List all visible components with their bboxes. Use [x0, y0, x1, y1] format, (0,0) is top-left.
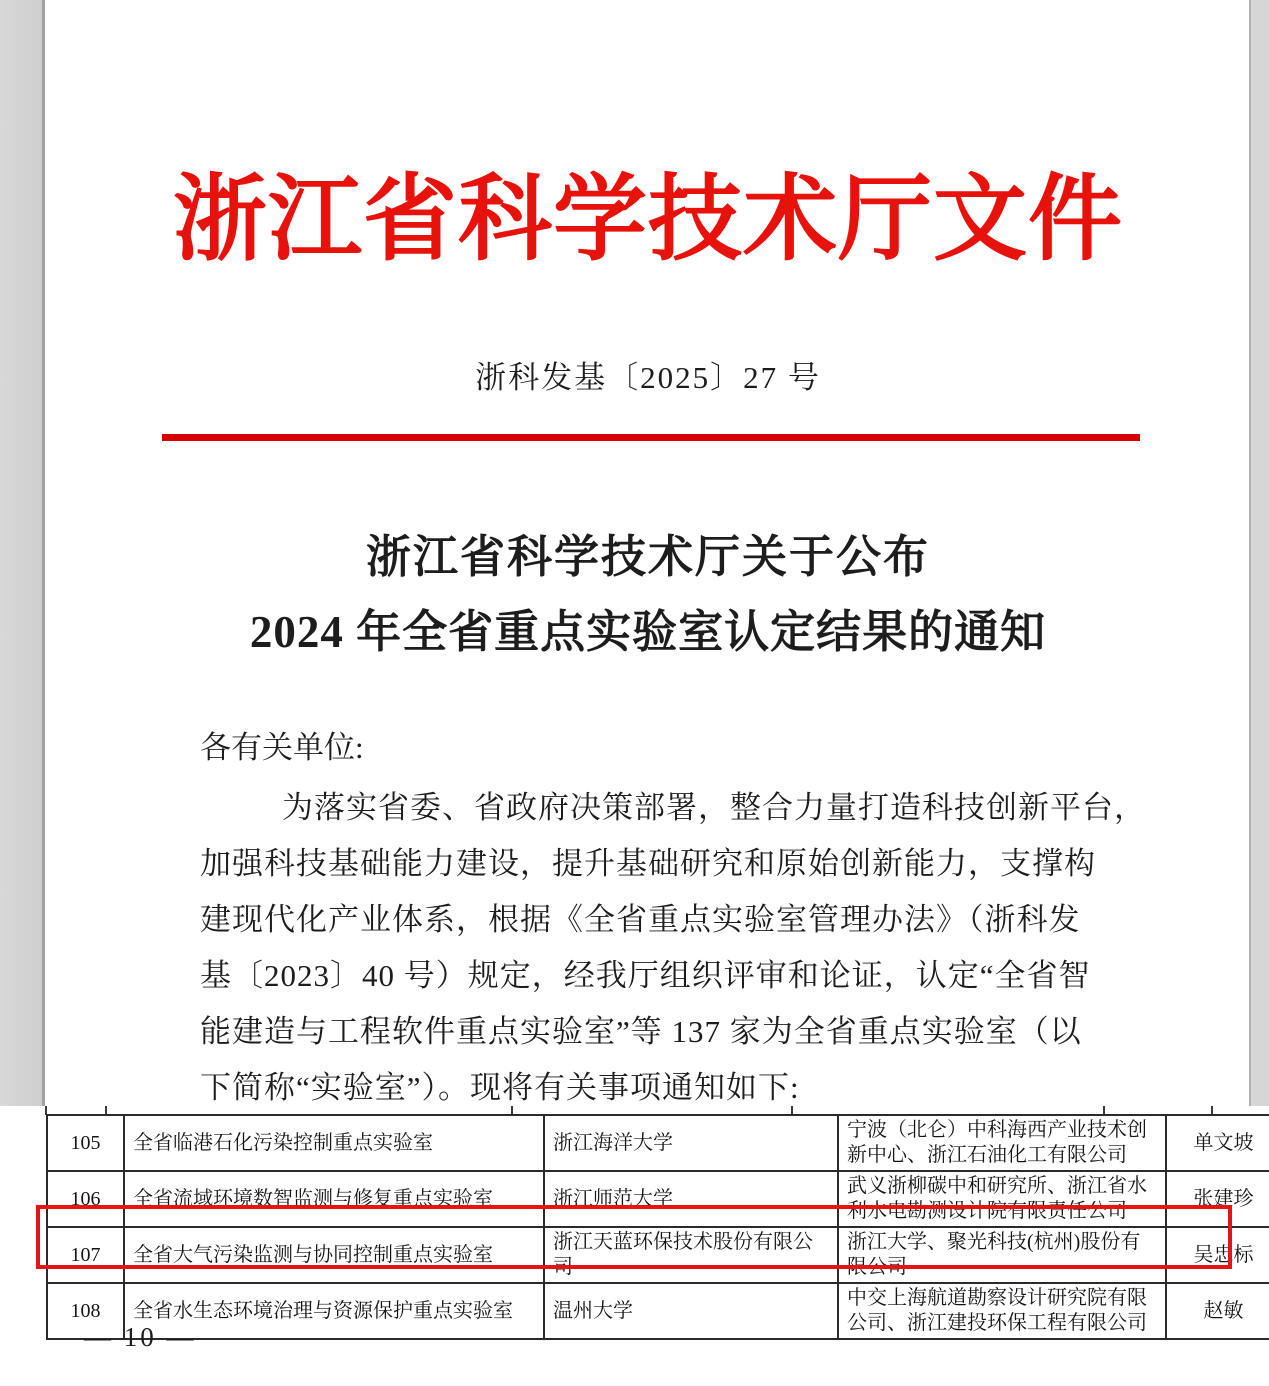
director-cell: 张建珍	[1166, 1171, 1269, 1227]
lab-name-cell: 全省水生态环境治理与资源保护重点实验室	[124, 1283, 544, 1339]
lab-name-cell: 全省大气污染监测与协同控制重点实验室	[124, 1227, 544, 1283]
row-number-cell: 105	[47, 1115, 124, 1171]
institution-cell: 温州大学	[544, 1283, 838, 1339]
lab-results-table	[46, 1114, 1269, 1340]
red-divider-rule	[162, 434, 1140, 441]
lab-name-cell: 全省临港石化污染控制重点实验室	[124, 1115, 544, 1171]
partners-cell: 武义浙柳碳中和研究所、浙江省水利水电勘测设计院有限责任公司	[838, 1171, 1166, 1227]
page-number: — 10 —	[84, 1322, 197, 1352]
notice-title-line1: 浙江省科学技术厅关于公布	[365, 532, 930, 582]
notice-title-line2: 2024 年全省重点实验室认定结果的通知	[249, 607, 1047, 657]
document-number: 浙科发基〔2025〕27 号	[475, 360, 821, 395]
page-left-margin	[0, 0, 45, 1106]
body-paragraph-line: 能建造与工程软件重点实验室”等 137 家为全省重点实验室（以	[200, 1014, 1082, 1049]
body-paragraph-line: 下简称“实验室”）。现将有关事项通知如下:	[200, 1070, 800, 1105]
partners-cell: 浙江大学、聚光科技(杭州)股份有限公司	[838, 1227, 1166, 1283]
row-number-cell: 108	[47, 1283, 124, 1339]
table-row-highlighted	[47, 1227, 1269, 1283]
row-number-cell: 107	[47, 1227, 124, 1283]
body-paragraph-line: 建现代化产业体系，根据《全省重点实验室管理办法》（浙科发	[200, 902, 1081, 937]
body-paragraph-line: 加强科技基础能力建设，提升基础研究和原始创新能力，支撑构	[200, 846, 1096, 881]
director-cell: 赵敏	[1166, 1283, 1269, 1339]
lab-name-cell: 全省流域环境数智监测与修复重点实验室	[124, 1171, 544, 1227]
director-cell: 单文坡	[1166, 1115, 1269, 1171]
salutation: 各有关单位:	[200, 730, 364, 765]
director-cell: 吴忠标	[1166, 1227, 1269, 1283]
table-row	[47, 1171, 1269, 1227]
partners-cell: 宁波（北仑）中科海西产业技术创新中心、浙江石油化工有限公司	[838, 1115, 1166, 1171]
table-row	[47, 1283, 1269, 1339]
body-paragraph-line: 为落实省委、省政府决策部署，整合力量打造科技创新平台，	[282, 790, 1146, 825]
page-right-margin	[1249, 0, 1269, 1106]
institution-cell: 浙江海洋大学	[544, 1115, 838, 1171]
body-paragraph-line: 基〔2023〕40 号）规定，经我厅组织评审和论证，认定“全省智	[200, 958, 1091, 993]
row-number-cell: 106	[47, 1171, 124, 1227]
partners-cell: 中交上海航道勘察设计研究院有限公司、浙江建投环保工程有限公司	[838, 1283, 1166, 1339]
institution-cell: 浙江师范大学	[544, 1171, 838, 1227]
document-header-title: 浙江省科学技术厅文件	[172, 168, 1123, 272]
table-row	[47, 1115, 1269, 1171]
institution-cell: 浙江天蓝环保技术股份有限公司	[544, 1227, 838, 1283]
